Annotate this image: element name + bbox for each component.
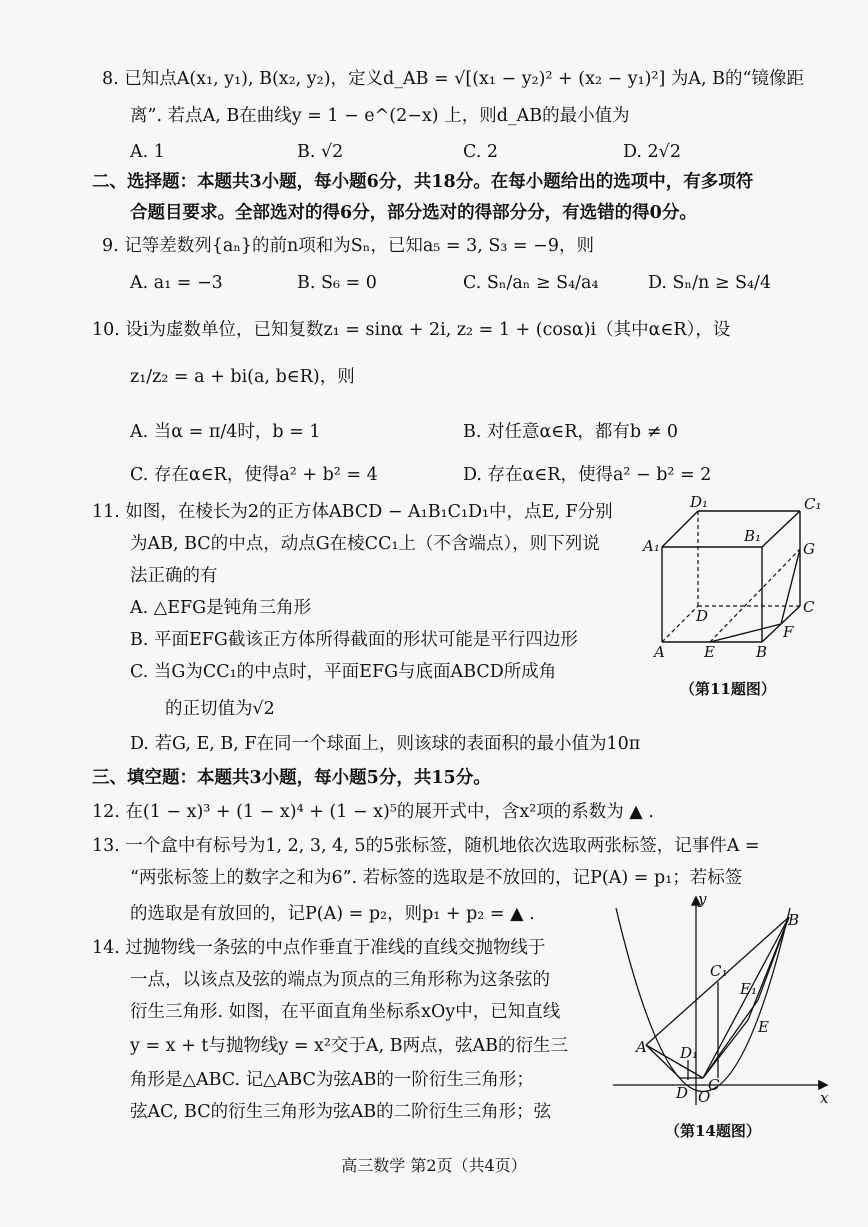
- q14-line1: 14. 过抛物线一条弦的中点作垂直于准线的直线交抛物线于: [92, 938, 546, 958]
- q9-stem: 9. 记等差数列{aₙ}的前n项和为Sₙ，已知a₅ = 3, S₃ = −9，则: [102, 236, 594, 256]
- parabola-label-y: y: [698, 890, 707, 908]
- q8-line2: 离”. 若点A, B在曲线y = 1 − e^(2−x) 上，则d_AB的最小值为: [130, 106, 630, 126]
- q10-option-b: B. 对任意α∈R，都有b ≠ 0: [463, 422, 679, 442]
- cube-label-a: A: [654, 643, 665, 661]
- q11-line2: 为AB, BC的中点，动点G在棱CC₁上（不含端点），则下列说: [130, 534, 600, 554]
- q12-text: 12. 在(1 − x)³ + (1 − x)⁴ + (1 − x)⁵的展开式中，含x²项的系数为 ▲ .: [92, 802, 654, 822]
- cube-figure: [640, 495, 830, 670]
- parabola-label-b: B: [788, 911, 800, 929]
- q14-line2: 一点，以该点及弦的端点为顶点的三角形称为这条弦的: [130, 970, 550, 990]
- q13-line2: “两张标签上的数字之和为6”. 若标签的选取是不放回的，记P(A) = p₁；若标签: [130, 868, 743, 888]
- cube-label-f: F: [783, 623, 794, 641]
- q13-line1: 13. 一个盒中有标号为1, 2, 3, 4, 5的5张标签，随机地依次选取两张标签，记事件A =: [92, 836, 760, 856]
- q10-line2: z₁/z₂ = a + bi(a, b∈R)，则: [130, 367, 355, 387]
- cube-label-c1: C₁: [804, 495, 822, 513]
- q9-option-b: B. S₆ = 0: [297, 273, 377, 293]
- q11-figure-caption: （第11题图）: [680, 680, 776, 698]
- q10-option-a: A. 当α = π/4时，b = 1: [130, 422, 321, 442]
- section2-line2: 合题目要求。全部选对的得6分，部分选对的得部分分，有选错的得0分。: [130, 203, 697, 223]
- q9-option-c: C. Sₙ/aₙ ≥ S₄/a₄: [463, 273, 599, 293]
- q9-option-a: A. a₁ = −3: [130, 273, 223, 293]
- q11-option-c-line1: C. 当G为CC₁的中点时，平面EFG与底面ABCD所成角: [130, 662, 557, 682]
- parabola-label-e: E: [758, 1018, 769, 1036]
- q14-line3: 衍生三角形. 如图，在平面直角坐标系xOy中，已知直线: [130, 1002, 561, 1022]
- section2-line1: 二、选择题：本题共3小题，每小题6分，共18分。在每小题给出的选项中，有多项符: [92, 172, 754, 192]
- q8-option-c: C. 2: [463, 142, 499, 162]
- q14-line4: y = x + t与抛物线y = x²交于A, B两点，弦AB的衍生三: [130, 1036, 569, 1056]
- parabola-label-c1: C₁: [710, 962, 728, 980]
- q14-line6: 弦AC, BC的衍生三角形为弦AB的二阶衍生三角形；弦: [130, 1102, 552, 1122]
- parabola-label-d: D: [676, 1084, 689, 1102]
- q8-option-a: A. 1: [130, 142, 165, 162]
- q8-option-b: B. √2: [297, 142, 344, 162]
- parabola-label-x: x: [820, 1089, 829, 1107]
- cube-label-c: C: [803, 598, 815, 616]
- parabola-label-c: C: [708, 1076, 720, 1094]
- parabola-label-o: O: [698, 1088, 711, 1106]
- cube-label-b: B: [756, 643, 768, 661]
- q10-line1: 10. 设i为虚数单位，已知复数z₁ = sinα + 2i, z₂ = 1 + (cosα)i（其中α∈R），设: [92, 320, 731, 340]
- q11-option-a: A. △EFG是钝角三角形: [130, 598, 312, 618]
- q11-option-b: B. 平面EFG截该正方体所得截面的形状可能是平行四边形: [130, 630, 578, 650]
- q11-option-d: D. 若G, E, B, F在同一个球面上，则该球的表面积的最小值为10π: [130, 734, 641, 754]
- parabola-label-e1: E₁: [740, 980, 757, 998]
- page-footer: 高三数学 第2页（共4页）: [341, 1156, 527, 1175]
- cube-label-d: D: [696, 607, 709, 625]
- cube-label-g: G: [803, 540, 815, 558]
- q13-line3: 的选取是有放回的，记P(A) = p₂，则p₁ + p₂ = ▲ .: [130, 904, 535, 924]
- q8-option-d: D. 2√2: [623, 142, 681, 162]
- cube-label-e: E: [704, 643, 715, 661]
- q11-option-c-line2: 的正切值为√2: [165, 699, 275, 719]
- q14-line5: 角形是△ABC. 记△ABC为弦AB的一阶衍生三角形；: [130, 1070, 534, 1090]
- q8-line1: 8. 已知点A(x₁, y₁), B(x₂, y₂)，定义d_AB = √[(x₁ − y₂)² + (x₂ − y₁)²] 为A, B的“镜像距: [102, 69, 804, 89]
- parabola-label-a: A: [636, 1038, 647, 1056]
- cube-label-d1: D₁: [690, 495, 709, 511]
- cube-label-b1: B₁: [744, 527, 762, 545]
- q10-option-d: D. 存在α∈R，使得a² − b² = 2: [463, 465, 712, 485]
- q9-option-d: D. Sₙ/n ≥ S₄/4: [648, 273, 772, 293]
- parabola-figure: [608, 890, 838, 1115]
- parabola-label-d1: D₁: [680, 1044, 699, 1062]
- section3-title: 三、填空题：本题共3小题，每小题5分，共15分。: [92, 768, 491, 788]
- q14-figure-caption: （第14题图）: [665, 1122, 761, 1140]
- q11-line1: 11. 如图，在棱长为2的正方体ABCD − A₁B₁C₁D₁中，点E, F分别: [92, 502, 613, 522]
- q11-line3: 法正确的有: [130, 566, 218, 586]
- q10-option-c: C. 存在α∈R，使得a² + b² = 4: [130, 465, 378, 485]
- cube-label-a1: A₁: [643, 537, 660, 555]
